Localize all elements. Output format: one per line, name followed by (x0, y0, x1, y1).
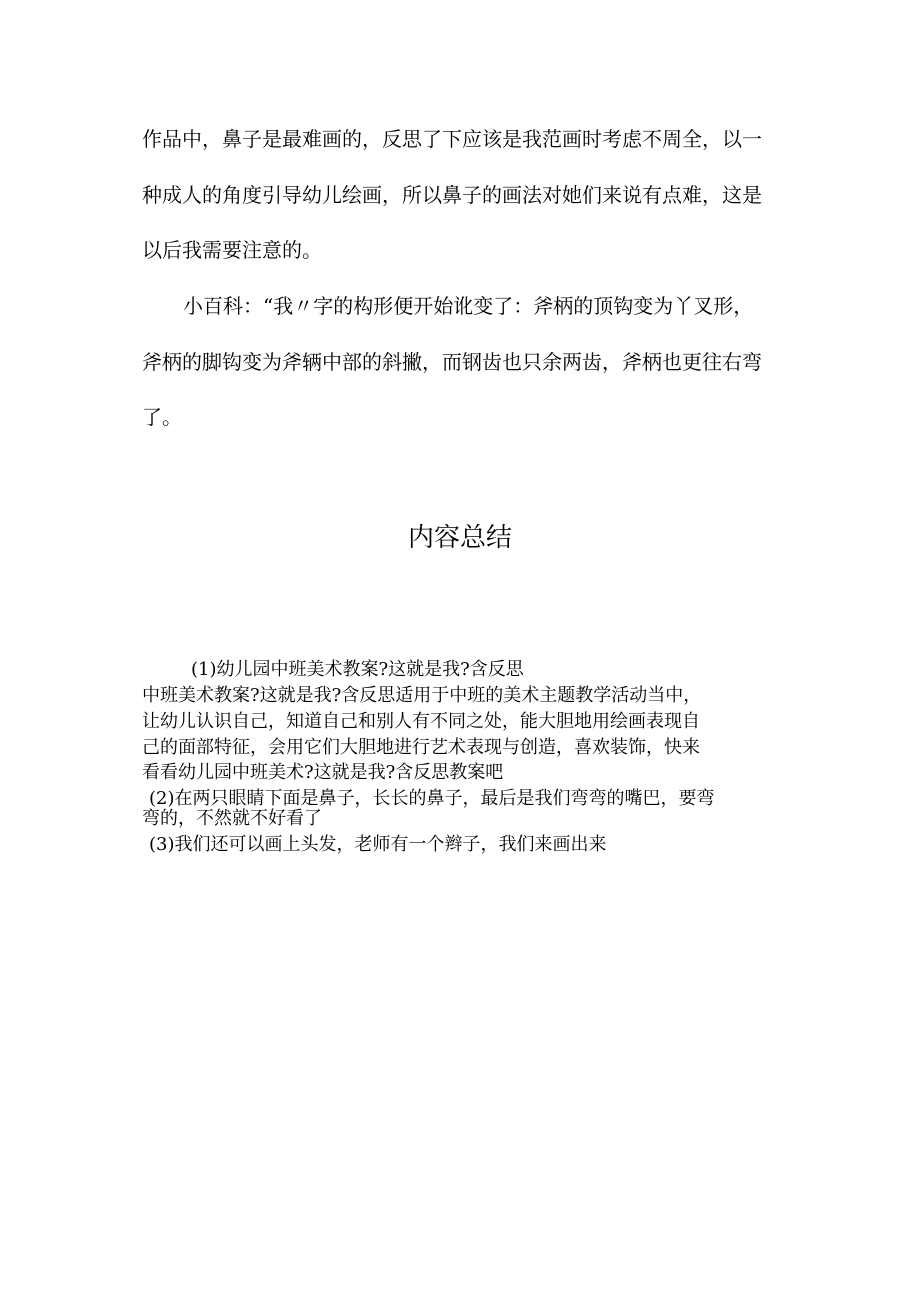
summary-line: 让幼儿认识自己，知道自己和别人有不同之处，能大胆地用绘画表现自 (142, 711, 700, 732)
summary-line: 己的面部特征，会用它们大胆地进行艺术表现与创造，喜欢装饰，快来 (142, 737, 700, 758)
summary-line: 弯的，不然就不好看了 (142, 808, 322, 829)
paragraph-line: 作品中，鼻子是最难画的，反思了下应该是我范画时考虑不周全，以一 (142, 127, 762, 151)
summary-line: 中班美术教案?这就是我?含反思适用于中班的美术主题教学活动当中， (142, 685, 702, 706)
summary-heading: 内容总结 (407, 523, 512, 553)
paragraph-line: 以后我需要注意的。 (142, 238, 322, 262)
summary-line: (2)在两只眼睛下面是鼻子，长长的鼻子，最后是我们弯弯的嘴巴，要弯 (149, 788, 715, 809)
paragraph-line: 种成人的角度引导幼儿绘画，所以鼻子的画法对她们来说有点难，这是 (142, 183, 762, 207)
summary-line: (3)我们还可以画上头发，老师有一个辫子，我们来画出来 (149, 834, 607, 855)
paragraph-line: 小百科：“我〃字的构形便开始讹变了：斧柄的顶钩变为丫叉形， (183, 294, 754, 318)
paragraph-line: 了。 (142, 405, 182, 429)
summary-line: 看看幼儿园中班美术?这就是我?含反思教案吧 (142, 762, 504, 783)
paragraph-line: 斧柄的脚钩变为斧辆中部的斜撇，而钢齿也只余两齿，斧柄也更往右弯 (142, 350, 762, 374)
summary-line: (1)幼儿园中班美术教案?这就是我?含反思 (191, 659, 524, 680)
